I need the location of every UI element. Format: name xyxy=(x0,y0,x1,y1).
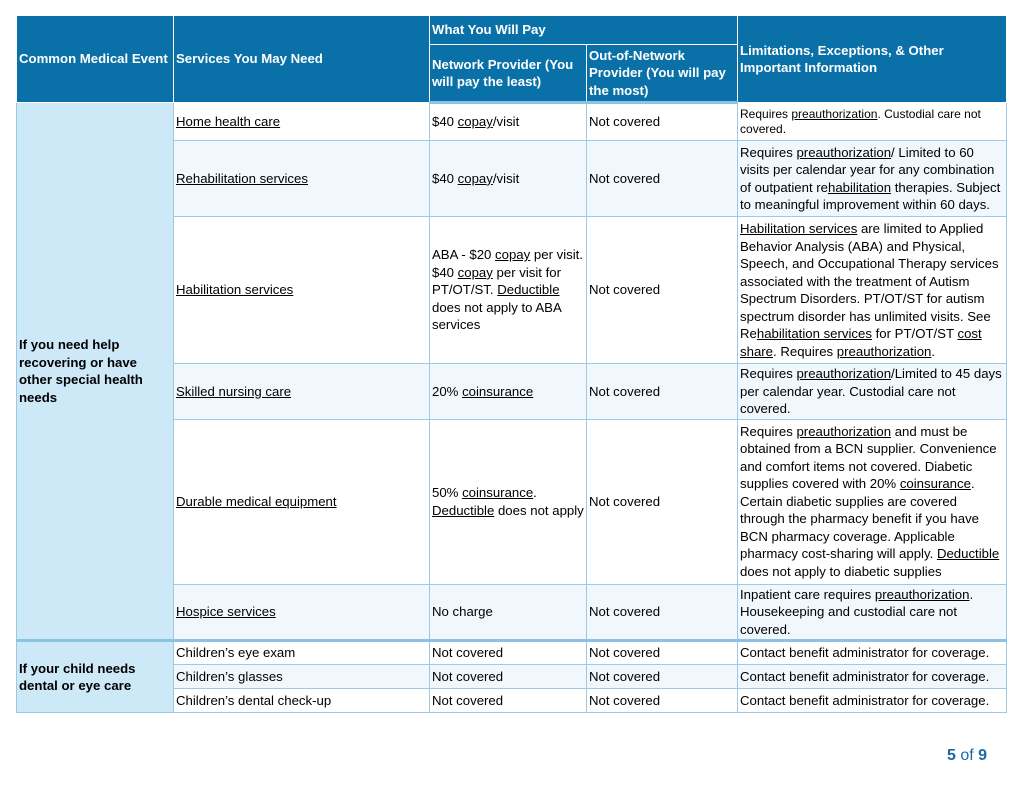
term-link[interactable]: preauthorization xyxy=(791,106,878,121)
term-link[interactable]: habilitation xyxy=(828,179,892,195)
term-link[interactable]: copay xyxy=(457,170,493,186)
limitations: Contact benefit administrator for coverage. xyxy=(738,689,1007,713)
term-link[interactable]: preauthorization xyxy=(836,343,932,359)
network-cost: 50% coinsurance. Deductible does not apply xyxy=(430,419,587,584)
event-recovering: If you need help recovering or have other special health needs xyxy=(17,103,174,641)
service-durable-medical-equipment[interactable]: Durable medical equipment xyxy=(174,419,430,584)
out-of-network-cost: Not covered xyxy=(587,689,738,713)
term-link[interactable]: Deductible xyxy=(432,502,495,518)
term-link[interactable]: habilitation services xyxy=(756,326,872,341)
table-row xyxy=(17,103,1007,141)
term-link[interactable]: preauthorization xyxy=(874,586,970,602)
limitations: Requires preauthorization and must be obtained from a BCN supplier. Convenience and comfort items not covered. Diabetic supplies covered with 20% coinsurance. Certain diabetic supplies are covered through the pharmacy benefit if you have BCN pharmacy coverage. Applicable pharmacy cost-sharing will apply. Deductible does not apply to diabetic supplies xyxy=(738,419,1007,584)
page-total: 9 xyxy=(978,747,988,764)
limitations: Contact benefit administrator for coverage. xyxy=(738,641,1007,665)
term-link[interactable]: cost share xyxy=(740,326,982,359)
limitations: Habilitation services are limited to Applied Behavior Analysis (ABA) and Physical, Speech, and Occupational Therapy services associated with the treatment of Autism Spectrum Disorders. PT/OT/ST for autism spectrum disorder has unlimited visits. See Rehabilitation services for PT/OT/ST cost share. Requires preauthorization. xyxy=(738,217,1007,364)
term-link[interactable]: coinsurance xyxy=(899,476,971,492)
term-link[interactable]: Habilitation services xyxy=(740,221,858,236)
term-link[interactable]: copay xyxy=(495,247,531,263)
term-link[interactable]: preauthorization xyxy=(796,423,892,439)
term-link[interactable]: copay xyxy=(457,264,493,280)
network-cost: Not covered xyxy=(430,665,587,689)
service-childrens-glasses: Children’s glasses xyxy=(174,665,430,689)
network-cost: ABA - $20 copay per visit. $40 copay per visit for PT/OT/ST. Deductible does not apply to ABA services xyxy=(430,217,587,364)
term-link[interactable]: Deductible xyxy=(936,546,1000,562)
header-what-you-will-pay: What You Will Pay xyxy=(430,16,738,45)
out-of-network-cost: Not covered xyxy=(587,584,738,641)
service-childrens-eye-exam: Children’s eye exam xyxy=(174,641,430,665)
header-services: Services You May Need xyxy=(174,16,430,103)
term-link[interactable]: copay xyxy=(457,114,493,130)
term-link[interactable]: preauthorization xyxy=(796,144,892,160)
term-link[interactable]: Deductible xyxy=(497,282,560,298)
service-habilitation[interactable]: Habilitation services xyxy=(174,217,430,364)
network-cost: $40 copay/visit xyxy=(430,141,587,217)
limitations: Contact benefit administrator for coverage. xyxy=(738,665,1007,689)
benefits-table xyxy=(16,15,1007,713)
header-network-provider: Network Provider (You will pay the least) xyxy=(430,45,587,103)
limitations: Requires preauthorization/Limited to 45 days per calendar year. Custodial care not covered. xyxy=(738,364,1007,420)
page-current: 5 xyxy=(947,747,956,764)
term-link[interactable]: preauthorization xyxy=(796,366,892,381)
out-of-network-cost: Not covered xyxy=(587,641,738,665)
limitations: Inpatient care requires preauthorization. Housekeeping and custodial care not covered. xyxy=(738,584,1007,641)
service-home-health-care[interactable]: Home health care xyxy=(174,103,430,141)
header-limitations: Limitations, Exceptions, & Other Important Information xyxy=(738,16,1007,103)
out-of-network-cost: Not covered xyxy=(587,217,738,364)
term-link[interactable]: coinsurance xyxy=(462,383,534,399)
out-of-network-cost: Not covered xyxy=(587,419,738,584)
out-of-network-cost: Not covered xyxy=(587,141,738,217)
out-of-network-cost: Not covered xyxy=(587,364,738,420)
out-of-network-cost: Not covered xyxy=(587,665,738,689)
network-cost: Not covered xyxy=(430,641,587,665)
term-link[interactable]: coinsurance xyxy=(462,485,534,500)
network-cost: Not covered xyxy=(430,689,587,713)
service-childrens-dental: Children’s dental check-up xyxy=(174,689,430,713)
out-of-network-cost: Not covered xyxy=(587,103,738,141)
service-hospice[interactable]: Hospice services xyxy=(174,584,430,641)
table-row xyxy=(17,641,1007,665)
page-of: of xyxy=(960,747,974,764)
service-rehabilitation[interactable]: Rehabilitation services xyxy=(174,141,430,217)
limitations: Requires preauthorization/ Limited to 60 visits per calendar year for any combination of outpatient rehabilitation therapies. Subject to meaningful improvement within 60 days. xyxy=(738,141,1007,217)
service-skilled-nursing[interactable]: Skilled nursing care xyxy=(174,364,430,420)
header-common-medical-event: Common Medical Event xyxy=(17,16,174,103)
network-cost: $40 copay/visit xyxy=(430,103,587,141)
network-cost: 20% coinsurance xyxy=(430,364,587,420)
page-number xyxy=(947,747,987,765)
event-child-dental-eye: If your child needs dental or eye care xyxy=(17,641,174,713)
limitations: Requires preauthorization. Custodial care not covered. xyxy=(738,103,1007,141)
header-out-of-network: Out-of-Network Provider (You will pay the most) xyxy=(587,45,738,103)
network-cost: No charge xyxy=(430,584,587,641)
